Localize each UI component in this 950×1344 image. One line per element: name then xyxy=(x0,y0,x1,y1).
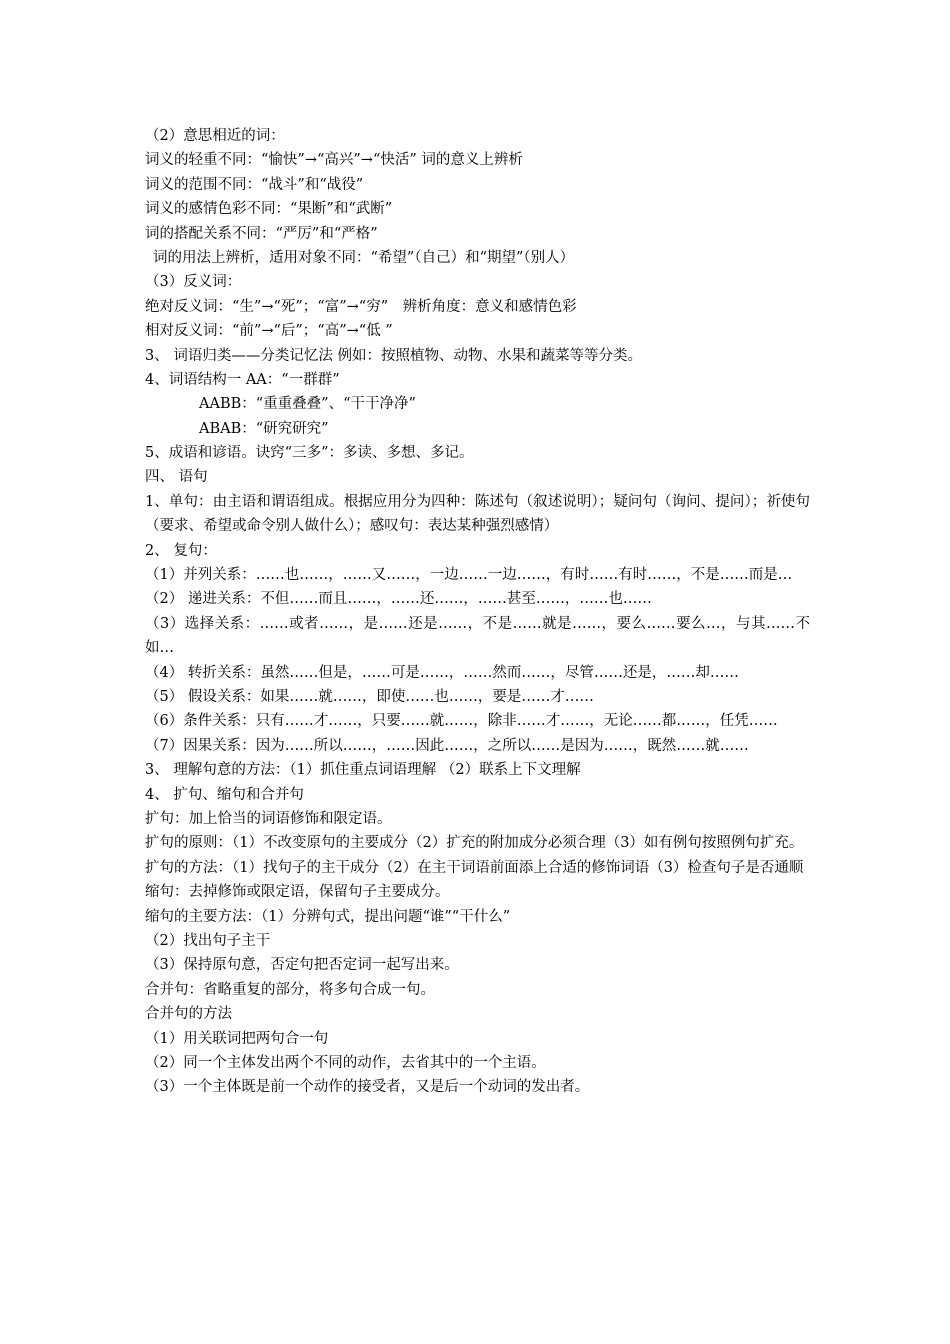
text-line: （1）用关联词把两句合一句 xyxy=(145,1030,329,1047)
text-line: 4、 扩句、缩句和合并句 xyxy=(145,786,304,803)
document-page xyxy=(145,124,810,1100)
text-line: （2）意思相近的词： xyxy=(145,128,285,144)
text-line: （6）条件关系：只有……才……，只要……就……，除非……才……，无论……都……，任凭…… xyxy=(145,713,778,730)
text-line: （2）同一个主体发出两个不同的动作，去省其中的一个主语。 xyxy=(145,1054,546,1071)
text-line: （5） 假设关系：如果……就……，即使……也……，要是……才…… xyxy=(145,689,594,706)
text-line: 缩句：去掉修饰或限定语，保留句子主要成分。 xyxy=(145,884,450,901)
text-line: （7）因果关系：因为……所以……，……因此……，之所以……是因为……，既然……就…… xyxy=(145,737,749,754)
text-line: 5、成语和谚语。诀窍“三多”：多读、多想、多记。 xyxy=(145,445,474,462)
text-line: 扩句的方法：（1）找句子的主干成分（2）在主干词语前面添上合适的修饰词语（3）检查句子是否通顺 xyxy=(145,859,804,876)
text-line: 3、 词语归类——分类记忆法 例如：按照植物、动物、水果和蔬菜等等分类。 xyxy=(145,347,642,364)
text-line: （3）反义词： xyxy=(145,274,242,291)
text-line: （2） 递进关系：不但……而且……，……还……，……甚至……，……也…… xyxy=(145,591,652,608)
text-line: 4、词语结构一 AA：“一群群” xyxy=(145,371,340,388)
text-line: 合并句的方法 xyxy=(145,1006,232,1023)
text-line: 缩句的主要方法：（1）分辨句式，提出问题“谁”“干什么” xyxy=(145,908,511,925)
text-line: AABB：“重重叠叠”、“干干净净” xyxy=(199,396,416,413)
text-line: （2）找出句子主干 xyxy=(145,933,271,950)
text-line: 词的搭配关系不同：“严厉”和“严格” xyxy=(145,225,378,242)
text-line: 2、 复句： xyxy=(145,542,217,559)
text-line: 四、 语句 xyxy=(145,469,208,486)
text-line: 1、单句：由主语和谓语组成。根据应用分为四种：陈述句（叙述说明）；疑问句（询问、提问）；祈使句（要求、希望或命令别人做什么）；感叹句：表达某种强烈感情） xyxy=(145,493,810,535)
text-line: （4） 转折关系：虽然……但是，……可是……，……然而……，尽管……还是，……却…… xyxy=(145,664,739,681)
text-line: 词义的轻重不同：“愉快”→“高兴”→“快活” 词的意义上辨析 xyxy=(145,152,523,169)
text-line: 合并句：省略重复的部分，将多句合成一句。 xyxy=(145,981,435,998)
text-line: （3）保持原句意，否定句把否定词一起写出来。 xyxy=(145,957,459,974)
text-line: 绝对反义词：“生”→“死”；“富”→“穷” 辨析角度：意义和感情色彩 xyxy=(145,298,577,315)
text-line: 3、 理解句意的方法：（1）抓住重点词语理解 （2）联系上下文理解 xyxy=(145,762,581,779)
text-line: （1）并列关系：……也……，……又……，一边……一边……，有时……有时……，不是……而是… xyxy=(145,567,793,584)
text-line: 词义的感情色彩不同：“果断”和“武断” xyxy=(145,201,393,218)
text-line: （3）一个主体既是前一个动作的接受者，又是后一个动词的发出者。 xyxy=(145,1079,590,1096)
text-line: 词义的范围不同：“战斗”和“战役” xyxy=(145,176,364,193)
text-line: 词的用法上辨析，适用对象不同：“希望”（自己）和“期望”（别人） xyxy=(153,249,575,266)
text-line: 扩句的原则：（1）不改变原句的主要成分（2）扩充的附加成分必须合理（3）如有例句按照例句扩充。 xyxy=(145,835,804,852)
text-line: 相对反义词：“前”→“后”；“高”→“低 ” xyxy=(145,323,393,340)
text-line: 扩句：加上恰当的词语修饰和限定语。 xyxy=(145,811,392,828)
text-line: ABAB：“研究研究” xyxy=(199,420,329,437)
text-line: （3）选择关系：……或者……，是……还是……，不是……就是……，要么……要么…，与其……不如… xyxy=(145,615,810,657)
